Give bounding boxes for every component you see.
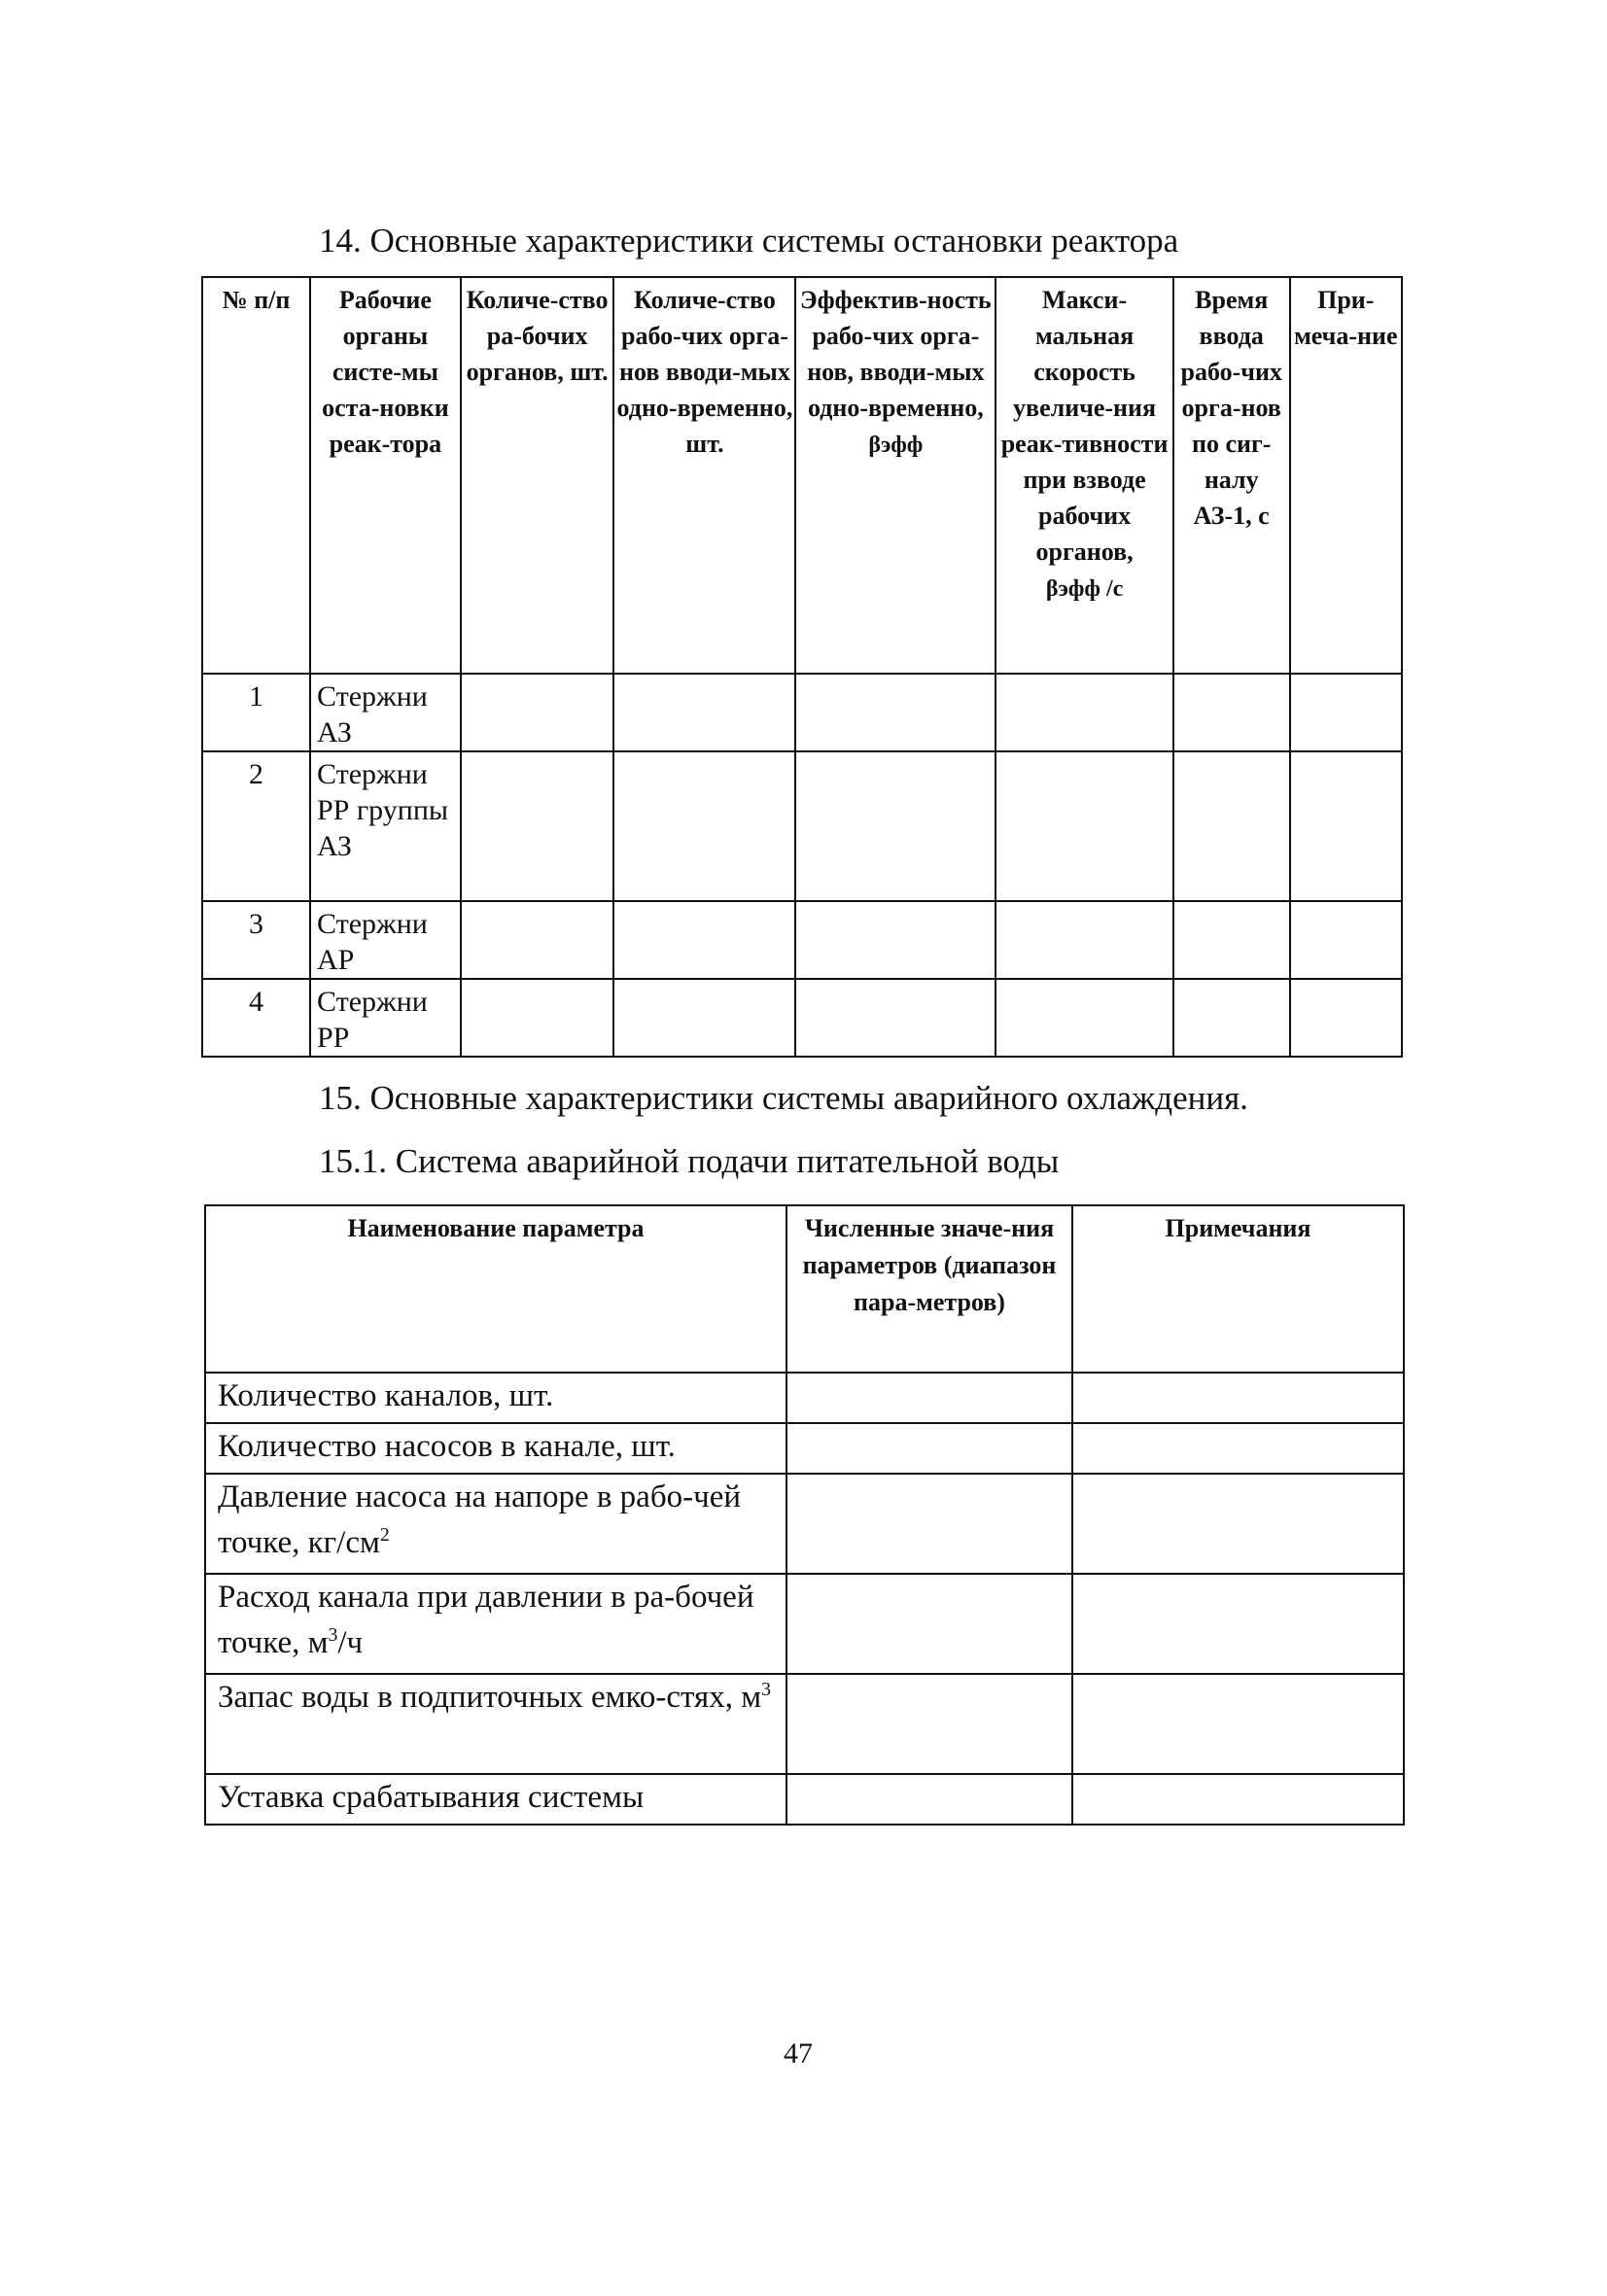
empty-cell — [461, 901, 614, 979]
empty-cell — [1072, 1674, 1404, 1774]
section-15-title: 15. Основные характеристики системы аварийного охлаждения. — [319, 1079, 1248, 1117]
table-row — [205, 1574, 1404, 1674]
table-row — [205, 1674, 1404, 1774]
header-notes: Примечания — [1072, 1205, 1404, 1373]
empty-cell — [1290, 674, 1402, 751]
row-num: 1 — [202, 674, 310, 751]
table-row — [202, 674, 1402, 751]
empty-cell — [461, 979, 614, 1057]
empty-cell — [996, 979, 1173, 1057]
empty-cell — [795, 674, 996, 751]
param-sup: 3 — [328, 1624, 338, 1646]
param-text: Давление насоса на напоре в рабо-чей точке, кг/см — [218, 1479, 742, 1560]
page-number: 47 — [784, 2037, 813, 2070]
row-name: Стержни АЗ — [310, 674, 461, 751]
row-name: Стержни РР группы АЗ — [310, 751, 461, 901]
empty-cell — [1072, 1373, 1404, 1423]
empty-cell — [461, 674, 614, 751]
empty-cell — [786, 1674, 1072, 1774]
empty-cell — [1072, 1574, 1404, 1674]
header-efficiency-unit: βэфф — [868, 433, 924, 458]
empty-cell — [786, 1774, 1072, 1825]
header-max-speed-text: Макси-мальная скорость увеличе-ния реак-тивности при взводе рабочих органов, — [1000, 286, 1169, 566]
table-header-row — [202, 277, 1402, 674]
param-sup: 2 — [379, 1524, 390, 1546]
table-row — [205, 1423, 1404, 1474]
row-name: Стержни РР — [310, 979, 461, 1057]
param-cell — [205, 1674, 786, 1774]
header-max-speed — [996, 277, 1173, 674]
table-header-row — [205, 1205, 1404, 1373]
empty-cell — [1173, 979, 1290, 1057]
empty-cell — [786, 1373, 1072, 1423]
section-14-title: 14. Основные характеристики системы остановки реактора — [319, 222, 1179, 260]
empty-cell — [1173, 751, 1290, 901]
param-text: Количество насосов в канале, шт. — [218, 1429, 676, 1464]
empty-cell — [613, 674, 795, 751]
empty-cell — [1290, 751, 1402, 901]
empty-cell — [795, 979, 996, 1057]
empty-cell — [613, 901, 795, 979]
empty-cell — [1290, 979, 1402, 1057]
empty-cell — [1290, 901, 1402, 979]
section-15-1-title: 15.1. Система аварийной подачи питательной воды — [319, 1142, 1060, 1180]
row-num: 4 — [202, 979, 310, 1057]
param-cell — [205, 1373, 786, 1423]
param-text: Уставка срабатывания системы — [218, 1780, 645, 1815]
param-text: Количество каналов, шт. — [218, 1378, 554, 1413]
empty-cell — [795, 751, 996, 901]
empty-cell — [461, 751, 614, 901]
param-cell — [205, 1574, 786, 1674]
empty-cell — [786, 1574, 1072, 1674]
table-row — [202, 979, 1402, 1057]
header-num: № п/п — [202, 277, 310, 674]
header-organs: Рабочие органы систе-мы оста-новки реак-тора — [310, 277, 461, 674]
empty-cell — [1072, 1774, 1404, 1825]
reactor-shutdown-table — [201, 276, 1403, 1058]
feedwater-table — [204, 1204, 1405, 1826]
header-count-simultaneous: Количе-ство рабо-чих орга-нов вводи-мых одно-временно, шт. — [613, 277, 795, 674]
table-row — [205, 1373, 1404, 1423]
param-text: Расход канала при давлении в ра-бочей точке, м — [218, 1580, 754, 1660]
empty-cell — [996, 751, 1173, 901]
table-row — [205, 1774, 1404, 1825]
header-values: Численные значе-ния параметров (диапазон пара-метров) — [786, 1205, 1072, 1373]
empty-cell — [1173, 901, 1290, 979]
row-num: 3 — [202, 901, 310, 979]
header-max-speed-unit: βэфф /с — [1045, 576, 1124, 602]
row-name: Стержни АР — [310, 901, 461, 979]
empty-cell — [613, 979, 795, 1057]
header-efficiency — [795, 277, 996, 674]
empty-cell — [1072, 1423, 1404, 1474]
header-efficiency-text: Эффектив-ность рабо-чих орга-нов, вводи-мых одно-временно, — [800, 286, 992, 422]
param-sup: 3 — [761, 1679, 771, 1700]
param-cell — [205, 1774, 786, 1825]
empty-cell — [996, 674, 1173, 751]
empty-cell — [1072, 1474, 1404, 1574]
empty-cell — [795, 901, 996, 979]
empty-cell — [1173, 674, 1290, 751]
param-cell — [205, 1423, 786, 1474]
header-note: При-меча-ние — [1290, 277, 1402, 674]
empty-cell — [786, 1474, 1072, 1574]
param-cell — [205, 1474, 786, 1574]
param-text: Запас воды в подпиточных емко-стях, м — [218, 1680, 762, 1715]
table-row — [205, 1474, 1404, 1574]
empty-cell — [613, 751, 795, 901]
row-num: 2 — [202, 751, 310, 901]
param-suffix: /ч — [337, 1625, 364, 1660]
table-row — [202, 901, 1402, 979]
empty-cell — [786, 1423, 1072, 1474]
header-count: Количе-ство ра-бочих органов, шт. — [461, 277, 614, 674]
header-param: Наименование параметра — [205, 1205, 786, 1373]
table-row — [202, 751, 1402, 901]
header-time: Время ввода рабо-чих орга-нов по сиг-налу АЗ-1, с — [1173, 277, 1290, 674]
empty-cell — [996, 901, 1173, 979]
